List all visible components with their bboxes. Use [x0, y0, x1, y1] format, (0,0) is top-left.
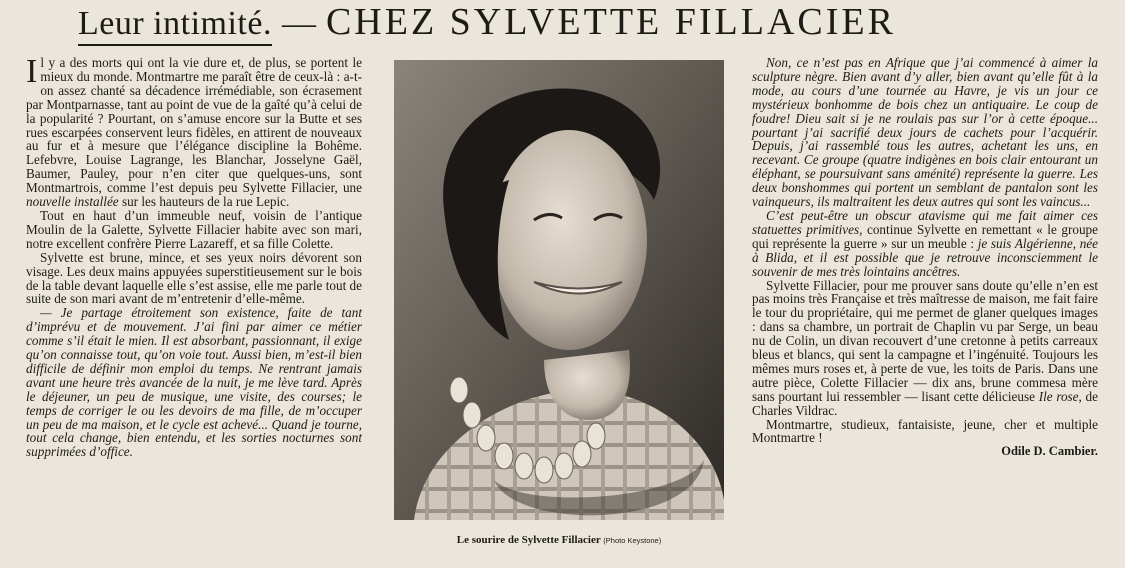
author-signature: Odile D. Cambier. — [1001, 444, 1098, 459]
left-column — [26, 53, 362, 460]
left-paragraph-4-quote: — Je partage étroitement son existence, faite de tant d’imprévu et de mouvement. J’ai fini par aimer ce métier comme s’il était le mien. Il est absorbant, passionnant, il exige qu’on connaisse tout, qu’on voie tout. Aussi bien, m’est-il bien difficile de définir mon emploi du temps. Ne rentrant jamais avant une heure très avancée de la nuit, je me lève tard. Après le déjeuner, un peu de musique, une visite, des courses; le temps de corriger le ou les devoirs de ma fille, de m’occuper un peu de ma maison, et le cycle est achevé... Quand je tourne, tout cela change, bien entendu, et les sorties nocturnes sont supprimées d’office. — [26, 305, 362, 460]
left-paragraph-3: Sylvette est brune, mince, et ses yeux noirs dévorent son visage. Les deux mains appuyées superstitieusement sur le bois de la table devant laquelle elle s’est assise, elle me parle tout de suite de son mari avant de m’entretenir d’elle-même. — [26, 249, 362, 307]
left-paragraph-2: Tout en haut d’un immeuble neuf, voisin de l’antique Moulin de la Galette, Sylvette Fillacier habite avec son mari, notre excellent confrère Pierre Lazareff, et sa fille Colette. — [26, 207, 362, 251]
photo-caption — [394, 534, 724, 546]
right-paragraph-1: Non, ce n’est pas en Afrique que j’ai commencé à aimer la sculpture nègre. Bien avant d’y aller, bien avant qu’elle fût à la mode, au cours d’une tournée au Havre, je vis un jour ce mystérieux bonhomme de bois chez un antiquaire. Le coup de foudre! Dieu sait si je ne roulais pas sur l’or à cette époque... pourtant j’ai sacrifié deux jours de cachets pour l’acquérir. Depuis, j’ai rassemblé tous les autres, achetant les uns, en recevant. Ce groupe (quatre indigènes en bois clair entourant un éléphant, se poursuivant sans aménité) représente la guerre. Les deux bonshommes qui portent un semblant de pantalon sont les vainqueurs, ils maltraitent les deux autres qui sont les vaincus... — [752, 55, 1098, 210]
drop-cap: I — [26, 53, 38, 90]
portrait-illustration — [394, 60, 724, 520]
right-paragraph-4: Montmartre, studieux, fantaisiste, jeune, cher et multiple Montmartre ! — [752, 416, 1098, 446]
right-paragraph-2: C’est peut-être un obscur atavisme qui me fait aimer ces statuettes primitives, continue Sylvette en remettant « le groupe qui représente la guerre » sur un meuble : je suis Algérienne, née à Blida, et il est possible que je retrouve inconsciemment le souvenir de mes très lointains ancêtres. — [752, 207, 1098, 279]
left-paragraph-1: Il y a des morts qui ont la vie dure et, de plus, se portent le mieux du monde. Montmartre me paraît être de ceux-là : a-t-on assez chanté sa décadence irrémédiable, son écrasement par Montparnasse, tant au point de vue de la gaîté qu’à celui de la popularité ? Pourtant, on s’amuse encore sur la Butte et ses rues escarpées conservent leurs fidèles, en attirent de nouveaux au fur et à mesure que l’élégance discipline la Bohême. Lefebvre, Louise Lagrange, les Blanchar, Josselyne Gaël, Baumer, Pauley, pour n’en citer que quelques-uns, sont Montmartrois, comme l’est depuis peu Sylvette Fillacier, une nouvelle installée sur les hauteurs de la rue Lepic. — [26, 53, 362, 210]
headline-dash: — — [281, 5, 316, 42]
caption-text: Le sourire de Sylvette Fillacier — [456, 534, 601, 546]
right-column — [752, 56, 1098, 459]
right-paragraph-3: Sylvette Fillacier, pour me prouver sans doute qu’elle n’en est pas moins très Française et très maîtresse de maison, me fait faire le tour du propriétaire, qui me permet de glaner quelques images : dans sa chambre, un portrait de Chaplin vu par Serge, un beau nu de Colin, un divan recouvert d’une cretonne à petits carreaux bleus et blancs, qui sent la campagne et l’ingénuité. Toujours les mêmes murs roses et, à perte de vue, les toits de Paris. Dans une autre pièce, Colette Fillacier — dix ans, brune commesa mère sans pourtant lui ressembler — lisant cette délicieuse Ile rose, de Charles Vildrac. — [752, 277, 1098, 418]
photo-credit: (Photo Keystone) — [603, 536, 662, 545]
headline — [78, 0, 1118, 48]
portrait-photo — [394, 60, 724, 520]
headline-kicker: Leur intimité. — [78, 4, 272, 46]
headline-title: CHEZ SYLVETTE FILLACIER — [325, 1, 896, 43]
